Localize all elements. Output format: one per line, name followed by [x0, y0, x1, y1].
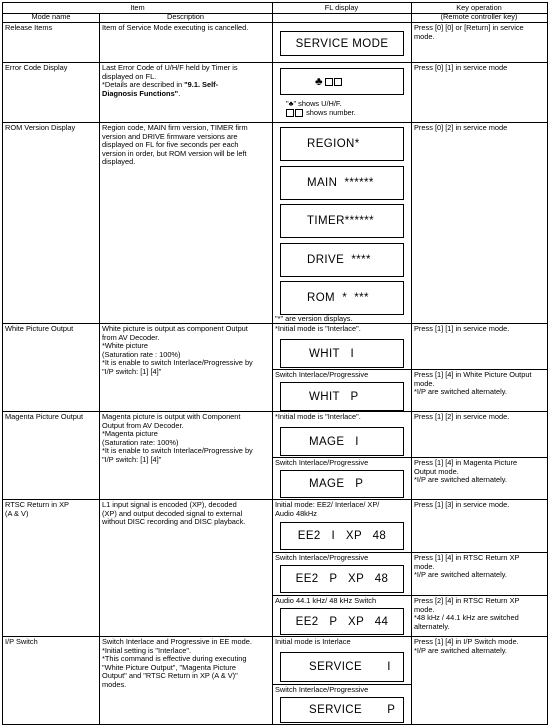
error-desc-text: Last Error Code of U/H/F held by Timer is displayed on FL. *Details are described in	[102, 63, 238, 90]
magenta-switch-label: Switch Interlace/Progressive	[275, 458, 369, 467]
fl-display-service-mode: SERVICE MODE	[280, 31, 404, 56]
error-desc-reference: "9.1. Self- Diagnosis Functions"	[102, 80, 219, 98]
digit-box-icon	[325, 78, 333, 86]
magenta-mode-name: Magenta Picture Output	[5, 412, 84, 421]
ip-initial-label: Initial mode is Interlace	[275, 637, 351, 646]
header-key-operation: Key operation	[456, 3, 502, 12]
rtsc-switch-label: Switch Interlace/Progressive	[275, 553, 369, 562]
ip-key-operation: Press [1] [4] in I/P Switch mode. *I/P are switched alternately.	[414, 637, 519, 655]
release-mode-name: Release Items	[5, 23, 53, 32]
digit-box-icon	[334, 78, 342, 86]
service-mode-table	[2, 2, 548, 725]
white-mode-name: White Picture Output	[5, 324, 74, 333]
fl-display-main: MAIN ******	[280, 166, 404, 200]
fl-display-mage-p: MAGE P	[280, 470, 404, 498]
digit-box-icon	[295, 109, 303, 117]
fl-display-rom: ROM * ***	[280, 281, 404, 315]
rom-key-operation: Press [0] [2] in service mode	[414, 123, 508, 132]
club-glyph: ♣	[315, 75, 323, 88]
rtsc-mode-name: RTSC Return in XP (A & V)	[5, 500, 69, 518]
magenta-initial-label: *Initial mode is "Interlace".	[275, 412, 361, 421]
error-desc-end: .	[178, 88, 181, 98]
rtsc-key-operation: Press [1] [3] in service mode.	[414, 500, 510, 509]
col-line-1	[99, 13, 100, 724]
white-switch-label: Switch Interlace/Progressive	[275, 370, 369, 379]
white-switch-key-operation: Press [1] [4] in White Picture Output mode. *I/P are switched alternately.	[414, 370, 532, 397]
rtsc-initial-label: Initial mode: EE2/ Interlace/ XP/ Audio 48kHz	[275, 500, 380, 518]
white-key-operation: Press [1] [1] in service mode.	[414, 324, 510, 333]
fl-display-ee2-i-xp-48: EE2 I XP 48	[280, 522, 404, 550]
fl-display-ee2-p-xp-48: EE2 P XP 48	[280, 565, 404, 593]
magenta-switch-key-operation: Press [1] [4] in Magenta Picture Output mode. *I/P are switched alternately.	[414, 458, 518, 485]
col-line-2	[272, 3, 273, 724]
col-line-3	[411, 3, 412, 724]
rtsc-audio-label: Audio 44.1 kHz/ 48 kHz Switch	[275, 596, 377, 605]
release-description: Item of Service Mode executing is cancelled.	[102, 23, 249, 32]
white-initial-label: *Initial mode is "Interlace".	[275, 324, 361, 333]
magenta-key-operation: Press [1] [2] in service mode.	[414, 412, 510, 421]
header-mode-name: Mode name	[31, 12, 71, 21]
magenta-description: Magenta picture is output with Component Output from AV Decoder. *Magenta picture (Saturation rate: 100%) *It is enable to switch Interlace/Progressive by "I/P switch: [1] [4]"	[102, 412, 253, 464]
rtsc-audio-key-operation: Press [2] [4] in RTSC Return XP mode. *48 kHz / 44.1 kHz are switched alternately.	[414, 596, 520, 631]
ip-mode-name: I/P Switch	[5, 637, 38, 646]
fl-display-mage-i: MAGE I	[280, 427, 404, 456]
error-key-operation: Press [0] [1] in service mode	[414, 63, 508, 72]
error-note-number	[286, 109, 408, 118]
fl-display-region: REGION*	[280, 127, 404, 161]
fl-display-service-p: SERVICE P	[280, 697, 404, 723]
fl-display-service-i: SERVICE I	[280, 652, 404, 682]
header-fl-display: FL display	[324, 3, 359, 12]
header-remote-key: (Remote controller key)	[440, 12, 518, 21]
fl-display-whit-p: WHIT P	[280, 382, 404, 411]
rom-version-note: "*" are version displays.	[275, 314, 353, 323]
fl-display-error-code	[280, 68, 404, 95]
digit-box-icon	[286, 109, 294, 117]
white-description: White picture is output as component Output from AV Decoder. *White picture (Saturation rate : 100%) *It is enable to switch Interlace/Progressive by "I/P switch: [1] [4]"	[102, 324, 253, 376]
error-mode-name: Error Code Display	[5, 63, 68, 72]
fl-display-timer: TIMER******	[280, 204, 404, 238]
ip-description: Switch Interlace and Progressive in EE mode. *Initial setting is "Interlace". *This command is effective during executing "White Picture Output", "Magenta Picture Output" and "RTSC Return in XP (A & V)" modes.	[102, 637, 252, 689]
rom-description: Region code, MAIN firm version, TIMER firm version and DRIVE firmware versions are displayed on FL for five seconds per each version in order, but ROM version will be left displayed.	[102, 123, 248, 167]
rtsc-description: L1 input signal is encoded (XP), decoded (XP) and output decoded signal to external without DISC recording and DISC playback.	[102, 500, 246, 527]
ip-switch-label: Switch Interlace/Progressive	[275, 685, 369, 694]
header-item: Item	[130, 3, 145, 12]
error-note-uhf: "♣" shows U/H/F.	[286, 99, 342, 108]
fl-display-drive: DRIVE ****	[280, 243, 404, 277]
rom-mode-name: ROM Version Display	[5, 123, 76, 132]
error-description	[102, 64, 270, 98]
fl-display-ee2-p-xp-44: EE2 P XP 44	[280, 608, 404, 635]
header-description: Description	[167, 12, 204, 21]
release-key-operation: Press [0] [0] or [Return] in service mode.	[414, 23, 524, 41]
rtsc-switch-key-operation: Press [1] [4] in RTSC Return XP mode. *I/P are switched alternately.	[414, 553, 520, 580]
error-note-number-text: shows number.	[306, 108, 356, 117]
fl-display-whit-i: WHIT I	[280, 339, 404, 368]
